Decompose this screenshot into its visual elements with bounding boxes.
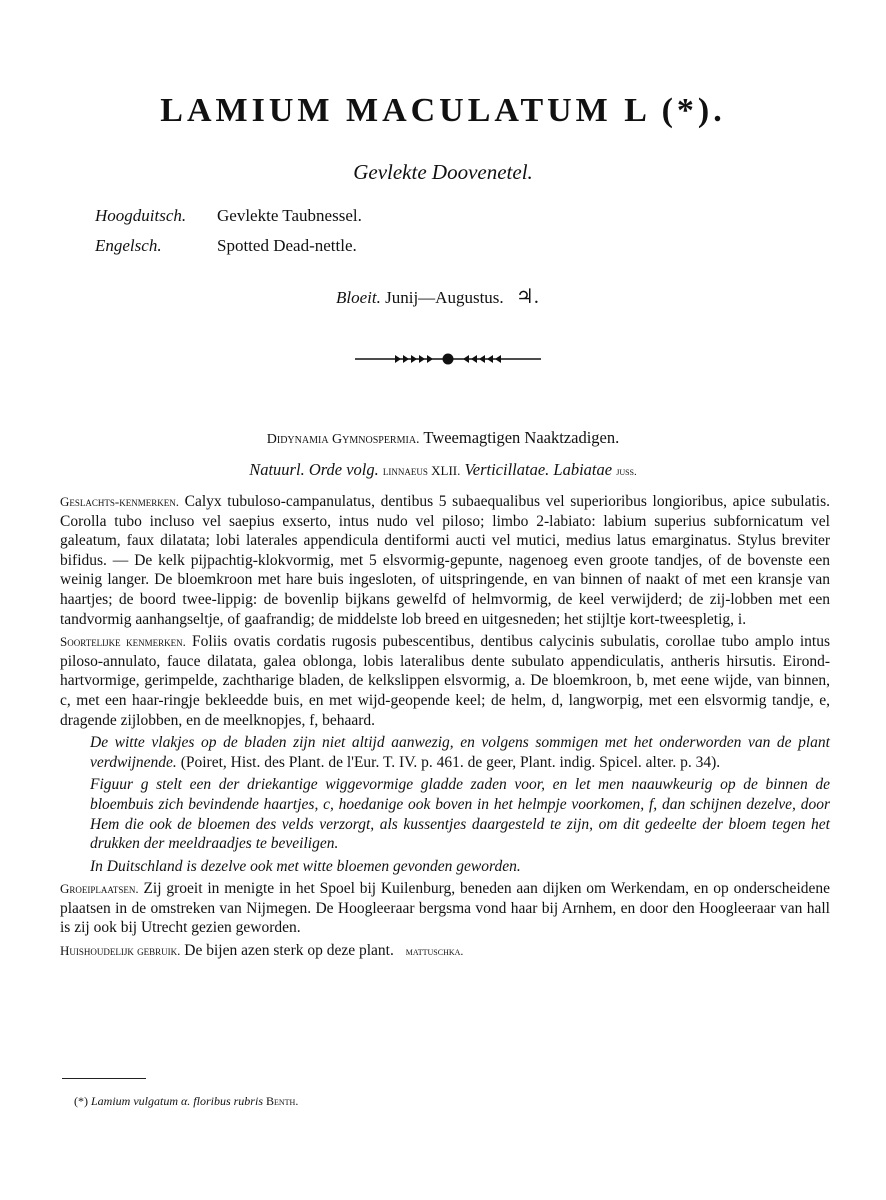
footnote-divider: [62, 1078, 146, 1079]
ornament-divider-icon: [355, 352, 541, 366]
order-linnaeus: linnaeus XLII.: [382, 463, 461, 478]
section-text: Zij groeit in menigte in het Spoel bij Kuilenburg, beneden aan dijken om Werkendam, en op onderscheidene plaatsen in de omstreken van Nijmegen. De Hoogleeraar bergsma vond haar bij Arnhem, en door den Hoogleeraar van hall is zij ook bij Utrecht gezien geworden.: [60, 880, 831, 937]
class-dutch: Tweemagtigen Naaktzadigen.: [423, 428, 620, 447]
class-name: Didynamia Gymnospermia.: [266, 432, 420, 447]
bloeit-label: Bloeit.: [336, 288, 381, 307]
section-label: Soortelijke kenmerken.: [60, 634, 186, 650]
description-body: [60, 492, 830, 965]
section-label: Geslachts-kenmerken.: [60, 494, 179, 509]
linnaean-class: [0, 428, 886, 448]
section-label: Groeiplaatsen.: [60, 881, 139, 897]
section-text: Foliis ovatis cordatis rugosis pubescentibus, dentibus calycinis subulatis, corollae tubo amplo intus piloso-annulato, fauce dilatata, galea oblonga, lobis lateralibus dente subulato appendiculatis, antheris hirsutis. Eirond-hartvormige, gerimpelde, zachtharige bladen, de kelkslippen elsvormig, a. De bloemkroon, b, met eene wijde, van binnen, c, met een haar-ringje bekleedde buis, en met wijd-geopende keel; de helm, d, langworpig, met een elsvormig tandje, e, dragende zijlobben, en de meelknopjes, f, behaard.: [60, 633, 830, 729]
page-title: LAMIUM MACULATUM L (*).: [160, 92, 726, 129]
specific-characters: [60, 632, 830, 730]
section-text: Calyx tubuloso-campanulatus, dentibus 5 subaequalibus vel superioribus longioribus, apice subulatis. Corolla tubo incluso vel saepius exserto, intus nudo vel piloso; limbo 2-labiato: labium superius subfornicatum vel galeatum, faux dilatata; lobi laterales appendicula dentiformi aucti vel mutici, medius latus emarginatus. Stylus breviter bifidus. — De kelk pijpachtig-klokvormig, met 5 elsvormig-gepunte, nagenoeg even groote tandjes, of de bovenste een weinig langer. De bloemkroon met hare buis ingesloten, of uitspringende, en van binnen of naakt of met een kransje van haartjes; de boord twee-lippig: de bovenlip bijkans gewelfd of helmvormig, de keel verwijderd; de zij-lobben met een tandvormig aanhangseltje, of gaafrandig; de middelste lob breed en uitgesneden; het stijltje kort-tweespletig, i.: [60, 493, 830, 628]
bloeit-text: Junij—Augustus.: [385, 288, 504, 307]
footnote-author: Benth.: [265, 1094, 299, 1108]
footnote-mark: (*): [74, 1094, 88, 1108]
household-use: [60, 941, 830, 962]
note-germany: In Duitschland is dezelve ook met witte bloemen gevonden geworden.: [90, 857, 521, 875]
natural-order: [0, 460, 886, 480]
order-label: Natuurl. Orde volg.: [249, 460, 379, 479]
usage-author: mattuschka.: [405, 944, 464, 959]
habitat: [60, 879, 830, 938]
language-label: Hoogduitsch.: [95, 206, 187, 225]
flowering-period: [336, 284, 539, 309]
order-labiatae: Labiatae: [553, 460, 613, 479]
common-name: Spotted Dead-nettle.: [217, 236, 357, 255]
note-references: (Poiret, Hist. des Plant. de l'Eur. T. IV. p. 461. de geer, Plant. indig. Spicel. alter. p. 34).: [180, 753, 721, 771]
language-label: Engelsch.: [95, 236, 162, 255]
dutch-name: Gevlekte Doovenetel.: [353, 160, 533, 184]
order-verticillatae: Verticillatae.: [464, 460, 550, 479]
common-name: Gevlekte Taubnessel.: [217, 206, 362, 225]
note-white-spots: [60, 733, 830, 772]
section-text: De bijen azen sterk op deze plant.: [184, 942, 394, 960]
note-text: De witte vlakjes op de bladen zijn niet altijd aanwezig, en volgens sommigen met het onderworden van de plant verdwijnende.: [90, 734, 830, 771]
footnote: [74, 1094, 298, 1109]
order-jussieu: juss.: [616, 466, 637, 478]
footnote-text: Lamium vulgatum α. floribus rubris: [91, 1094, 263, 1108]
section-label: Huishoudelijk gebruik.: [60, 943, 181, 959]
perennial-symbol: ♃.: [515, 286, 539, 308]
generic-characters: [60, 492, 830, 629]
note-figure-g: Figuur g stelt een der driekantige wiggevormige gladde zaden voor, en let men naauwkeurig op de binnen de bloembuis zich bevindende haartjes, c, hoedanige ook boven in het helmpje voorkomen, f, dan schijnen dezelve, door Hem die ook de bloemen des velds verzorgt, als kussentjes daargesteld te zijn, om dit gedeelte der bloem tegen het drukken der meeldraadjes te beveiligen.: [90, 776, 830, 853]
